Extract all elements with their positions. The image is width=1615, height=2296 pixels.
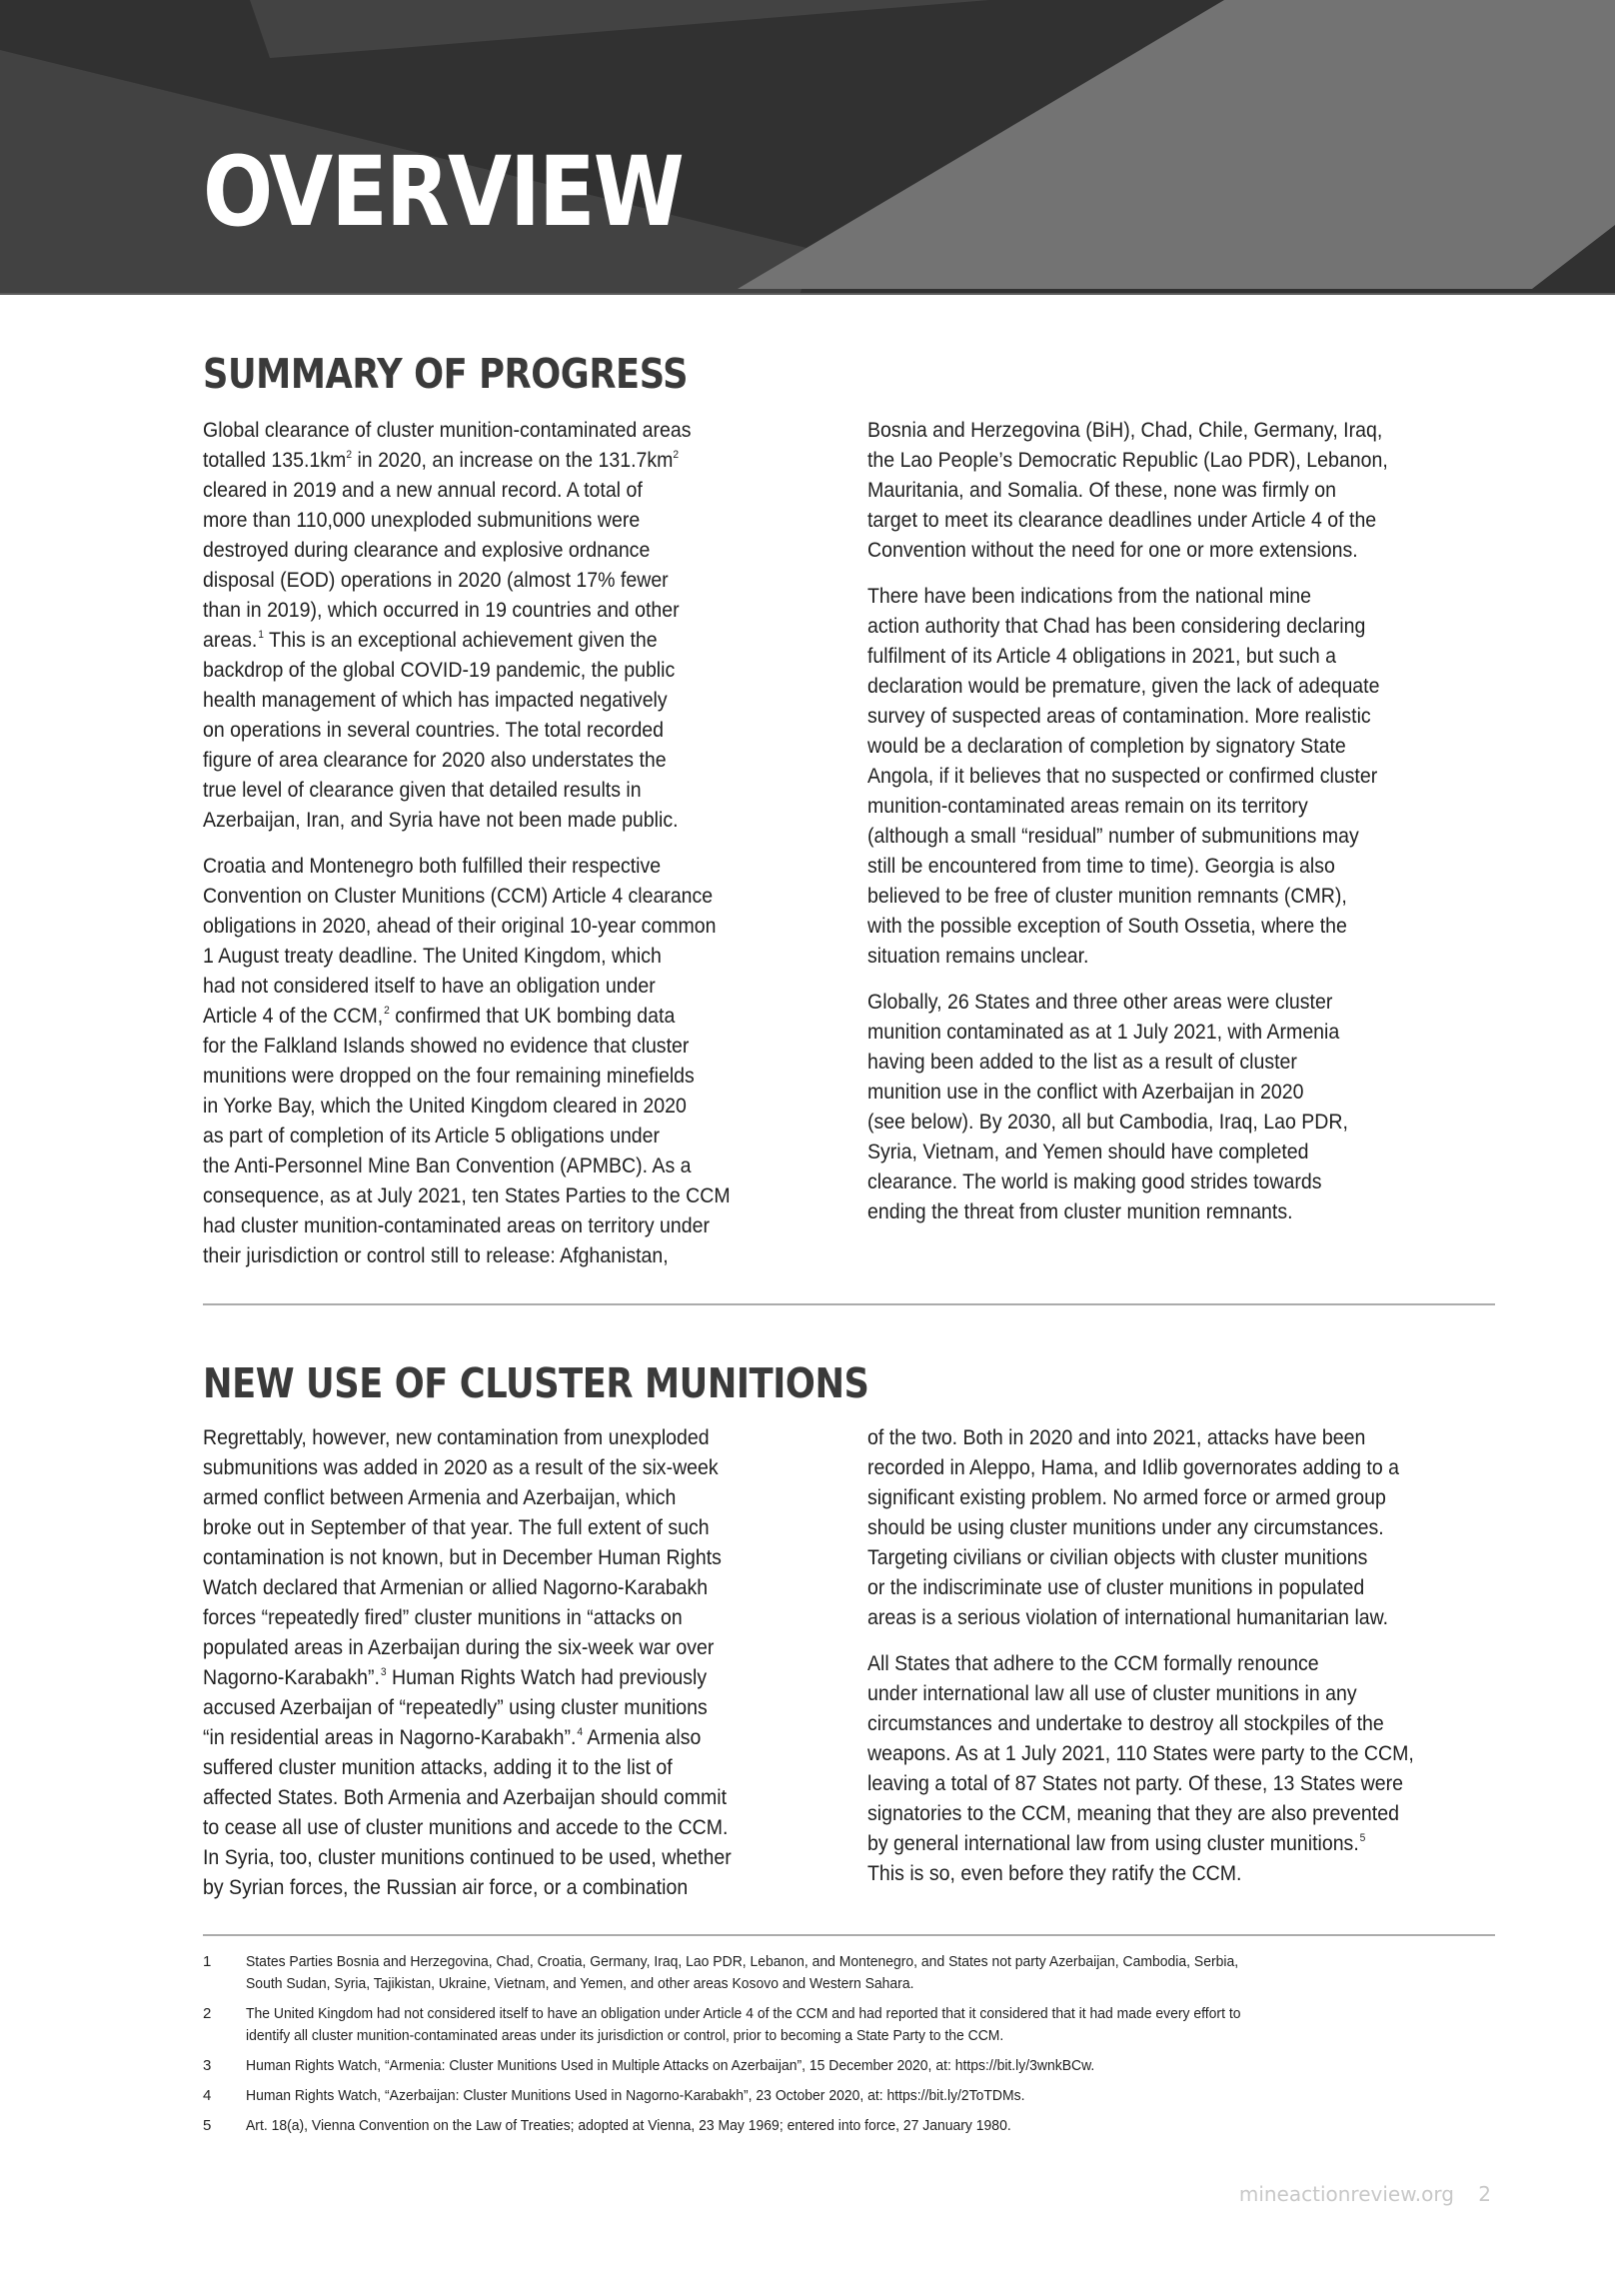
text-run: Targeting civilians or civilian objects with cluster munitions xyxy=(867,1546,1368,1569)
paragraph xyxy=(203,1423,842,1903)
text-line xyxy=(203,1453,798,1483)
text-run: had cluster munition-contaminated areas on territory under xyxy=(203,1214,710,1237)
text-line xyxy=(203,1483,798,1513)
text-line xyxy=(867,612,1462,642)
footnote-number: 4 xyxy=(203,2087,212,2104)
text-line xyxy=(867,1679,1462,1709)
text-run: the Anti-Personnel Mine Ban Convention (APMBC). As a xyxy=(203,1154,692,1177)
text-line xyxy=(867,822,1462,852)
text-run: Global clearance of cluster munition-contaminated areas xyxy=(203,419,692,442)
footnote-text-line: Human Rights Watch, “Armenia: Cluster Munitions Used in Multiple Attacks on Azerbaijan”, 15 December 2020, at: https://bit.ly/3wnkBCw. xyxy=(246,2057,1095,2074)
text-run: for the Falkland Islands showed no evidence that cluster xyxy=(203,1035,690,1058)
text-run: weapons. As at 1 July 2021, 110 States were party to the CCM, xyxy=(867,1742,1414,1765)
text-line xyxy=(867,1108,1462,1138)
text-line xyxy=(203,506,798,536)
text-line xyxy=(867,536,1462,566)
text-run: should be using cluster munitions under any circumstances. xyxy=(867,1516,1384,1539)
footnote-text-line: Art. 18(a), Vienna Convention on the Law of Treaties; adopted at Vienna, 23 May 1969; entered into force, 27 January 1980. xyxy=(246,2117,1011,2134)
page-number: 2 xyxy=(1478,2182,1491,2206)
text-line xyxy=(203,1092,798,1122)
text-line xyxy=(867,1603,1462,1633)
text-line xyxy=(203,626,798,656)
text-run: confirmed that UK bombing data xyxy=(389,1005,676,1028)
text-line xyxy=(867,1048,1462,1078)
text-line xyxy=(203,746,798,776)
text-run: “in residential areas in Nagorno-Karabakh”. xyxy=(203,1726,577,1749)
text-run: clearance. The world is making good strides towards xyxy=(867,1170,1322,1193)
paragraph xyxy=(867,416,1507,566)
text-line xyxy=(867,912,1462,942)
text-run: ending the threat from cluster munition remnants. xyxy=(867,1200,1293,1223)
text-line xyxy=(867,762,1462,792)
text-run: totalled 135.1km xyxy=(203,449,347,472)
footnote-number: 5 xyxy=(203,2117,212,2134)
text-line xyxy=(867,988,1462,1018)
text-line xyxy=(203,882,798,912)
footnote-item xyxy=(203,2055,1502,2077)
footnote-number: 2 xyxy=(203,2005,212,2022)
text-run: consequence, as at July 2021, ten States Parties to the CCM xyxy=(203,1184,731,1207)
text-run: Convention without the need for one or more extensions. xyxy=(867,539,1358,562)
text-run: by Syrian forces, the Russian air force, or a combination xyxy=(203,1876,689,1899)
text-run: There have been indications from the national mine xyxy=(867,585,1312,608)
paragraph xyxy=(867,1649,1507,1889)
text-run: obligations in 2020, ahead of their original 10-year common xyxy=(203,915,717,938)
text-run: populated areas in Azerbaijan during the six-week war over xyxy=(203,1636,715,1659)
text-line xyxy=(867,882,1462,912)
text-line xyxy=(867,416,1462,446)
text-line xyxy=(867,942,1462,972)
footnote-reference[interactable]: 3 xyxy=(380,1666,387,1678)
section-heading-new-use: NEW USE OF CLUSTER MUNITIONS xyxy=(203,1359,869,1407)
text-run: believed to be free of cluster munition remnants (CMR), xyxy=(867,885,1347,908)
unit-superscript: 2 xyxy=(346,449,353,461)
text-line xyxy=(867,1483,1462,1513)
text-line xyxy=(867,1138,1462,1167)
text-run: health management of which has impacted negatively xyxy=(203,689,668,712)
text-line xyxy=(203,476,798,506)
text-line xyxy=(867,642,1462,672)
text-line xyxy=(203,1573,798,1603)
footnote-text-line: identify all cluster munition-contaminated areas under its jurisdiction or control, prior to becoming a State Party to the CCM. xyxy=(246,2027,1004,2044)
text-run: munition use in the conflict with Azerbaijan in 2020 xyxy=(867,1081,1304,1104)
footnote-item xyxy=(203,2085,1502,2107)
text-run: This is so, even before they ratify the CCM. xyxy=(867,1862,1242,1885)
text-run: Watch declared that Armenian or allied Nagorno-Karabakh xyxy=(203,1576,709,1599)
text-run: Armenia also xyxy=(583,1726,702,1749)
text-line xyxy=(203,1753,798,1783)
text-line xyxy=(867,792,1462,822)
text-line xyxy=(203,686,798,716)
footnotes-divider xyxy=(203,1934,1495,1936)
text-run: survey of suspected areas of contamination. More realistic xyxy=(867,705,1371,728)
text-line xyxy=(867,1739,1462,1769)
footnote-item xyxy=(203,2115,1502,2137)
text-line xyxy=(203,806,798,836)
text-run: true level of clearance given that detailed results in xyxy=(203,779,642,802)
footnote-text-line: States Parties Bosnia and Herzegovina, Chad, Croatia, Germany, Iraq, Lao PDR, Lebanon, and Montenegro, and States not party Azerbaijan, Cambodia, Serbia, xyxy=(246,1953,1239,1970)
text-run: with the possible exception of South Ossetia, where the xyxy=(867,915,1347,938)
text-line xyxy=(867,1769,1462,1799)
text-line xyxy=(867,1859,1462,1889)
text-run: affected States. Both Armenia and Azerbaijan should commit xyxy=(203,1786,728,1809)
text-line xyxy=(203,416,798,446)
text-run: submunitions was added in 2020 as a result of the six-week xyxy=(203,1456,719,1479)
text-line xyxy=(867,1709,1462,1739)
text-line xyxy=(867,582,1462,612)
text-run: of the two. Both in 2020 and into 2021, attacks have been xyxy=(867,1426,1366,1449)
text-run: by general international law from using cluster munitions. xyxy=(867,1832,1359,1855)
text-run: cleared in 2019 and a new annual record. A total of xyxy=(203,479,643,502)
header-shape-right xyxy=(738,0,1615,289)
text-run: the Lao People’s Democratic Republic (Lao PDR), Lebanon, xyxy=(867,449,1388,472)
text-line xyxy=(203,1723,798,1753)
text-run: Human Rights Watch had previously xyxy=(386,1666,708,1689)
text-line xyxy=(867,732,1462,762)
page-title: OVERVIEW xyxy=(203,136,684,248)
text-line xyxy=(867,852,1462,882)
text-run: munitions were dropped on the four remaining minefields xyxy=(203,1065,695,1088)
text-run: had not considered itself to have an obligation under xyxy=(203,975,656,998)
text-line xyxy=(203,1693,798,1723)
paragraph xyxy=(867,582,1507,972)
text-run: broke out in September of that year. The full extent of such xyxy=(203,1516,710,1539)
text-line xyxy=(867,1018,1462,1048)
footnote-item xyxy=(203,1951,1502,1995)
text-line xyxy=(203,1543,798,1573)
text-line xyxy=(867,476,1462,506)
text-line xyxy=(203,1873,798,1903)
text-line xyxy=(203,1181,798,1211)
footnote-text-line: South Sudan, Syria, Tajikistan, Ukraine, Vietnam, and Yemen, and other areas Kosovo and Western Sahara. xyxy=(246,1975,914,1992)
text-run: suffered cluster munition attacks, adding it to the list of xyxy=(203,1756,673,1779)
text-line xyxy=(203,596,798,626)
text-line xyxy=(203,656,798,686)
footer-site-link[interactable]: mineactionreview.org xyxy=(1238,2182,1454,2206)
text-run: circumstances and undertake to destroy all stockpiles of the xyxy=(867,1712,1384,1735)
text-line xyxy=(867,1799,1462,1829)
text-run: Azerbaijan, Iran, and Syria have not been made public. xyxy=(203,809,679,832)
section-heading-summary: SUMMARY OF PROGRESS xyxy=(203,350,689,398)
text-line xyxy=(867,1078,1462,1108)
text-run: recorded in Aleppo, Hama, and Idlib governorates adding to a xyxy=(867,1456,1400,1479)
text-line xyxy=(203,1211,798,1241)
text-run: under international law all use of cluster munitions in any xyxy=(867,1682,1357,1705)
text-line xyxy=(203,1813,798,1843)
text-run: having been added to the list as a result of cluster xyxy=(867,1051,1297,1074)
text-run: munition contaminated as at 1 July 2021, with Armenia xyxy=(867,1021,1340,1044)
text-run: to cease all use of cluster munitions and accede to the CCM. xyxy=(203,1816,729,1839)
unit-superscript: 2 xyxy=(673,449,680,461)
text-run: forces “repeatedly fired” cluster munitions in “attacks on xyxy=(203,1606,683,1629)
text-run: Globally, 26 States and three other areas were cluster xyxy=(867,991,1333,1014)
text-run: still be encountered from time to time). Georgia is also xyxy=(867,855,1335,878)
text-line xyxy=(203,1062,798,1092)
text-line xyxy=(203,776,798,806)
text-run: contamination is not known, but in December Human Rights xyxy=(203,1546,722,1569)
text-run: Article 4 of the CCM, xyxy=(203,1005,384,1028)
text-run: declaration would be premature, given the lack of adequate xyxy=(867,675,1380,698)
text-run: accused Azerbaijan of “repeatedly” using cluster munitions xyxy=(203,1696,708,1719)
text-run: areas is a serious violation of international humanitarian law. xyxy=(867,1606,1389,1629)
text-run: than in 2019), which occurred in 19 countries and other xyxy=(203,599,680,622)
text-line xyxy=(203,1423,798,1453)
text-line xyxy=(867,672,1462,702)
text-run: Bosnia and Herzegovina (BiH), Chad, Chile, Germany, Iraq, xyxy=(867,419,1383,442)
text-run: Croatia and Montenegro both fulfilled their respective xyxy=(203,855,662,878)
text-line xyxy=(203,1633,798,1663)
header-banner xyxy=(0,0,1615,295)
footnote-item xyxy=(203,2003,1502,2047)
text-run: Angola, if it believes that no suspected or confirmed cluster xyxy=(867,765,1378,788)
new-use-right-column xyxy=(867,1423,1507,1905)
text-run: Nagorno-Karabakh”. xyxy=(203,1666,380,1689)
text-run: would be a declaration of completion by signatory State xyxy=(867,735,1346,758)
header-bottom-rule xyxy=(0,293,1615,295)
text-run: in 2020, an increase on the 131.7km xyxy=(352,449,674,472)
text-line xyxy=(203,972,798,1002)
footnote-text-line: The United Kingdom had not considered itself to have an obligation under Article 4 of the CCM and had reported that it considered that it had made every effort to xyxy=(246,2005,1241,2022)
text-line xyxy=(203,1513,798,1543)
text-run: more than 110,000 unexploded submunitions were xyxy=(203,509,641,532)
text-run: munition-contaminated areas remain on its territory xyxy=(867,795,1308,818)
text-line xyxy=(867,1197,1462,1227)
text-line xyxy=(203,852,798,882)
text-line xyxy=(867,1167,1462,1197)
text-line xyxy=(867,1543,1462,1573)
text-run: figure of area clearance for 2020 also understates the xyxy=(203,749,667,772)
text-run: or the indiscriminate use of cluster munitions in populated xyxy=(867,1576,1365,1599)
text-run: in Yorke Bay, which the United Kingdom cleared in 2020 xyxy=(203,1095,687,1118)
text-line xyxy=(867,1423,1462,1453)
paragraph xyxy=(867,1423,1507,1633)
text-run: fulfilment of its Article 4 obligations in 2021, but such a xyxy=(867,645,1336,668)
text-line xyxy=(203,1241,798,1271)
text-line xyxy=(867,506,1462,536)
text-run: (see below). By 2030, all but Cambodia, Iraq, Lao PDR, xyxy=(867,1111,1348,1134)
text-line xyxy=(203,1122,798,1151)
text-line xyxy=(867,1513,1462,1543)
text-run: In Syria, too, cluster munitions continued to be used, whether xyxy=(203,1846,732,1869)
text-line xyxy=(203,1603,798,1633)
paragraph xyxy=(203,416,842,836)
text-run: as part of completion of its Article 5 obligations under xyxy=(203,1125,661,1148)
footnote-number: 1 xyxy=(203,1953,212,1970)
text-run: armed conflict between Armenia and Azerbaijan, which xyxy=(203,1486,677,1509)
text-line xyxy=(867,702,1462,732)
text-line xyxy=(203,446,798,476)
text-line xyxy=(203,1783,798,1813)
text-line xyxy=(203,912,798,942)
text-line xyxy=(867,446,1462,476)
paragraph xyxy=(203,852,842,1271)
text-run: All States that adhere to the CCM formally renounce xyxy=(867,1652,1319,1675)
text-run: target to meet its clearance deadlines under Article 4 of the xyxy=(867,509,1377,532)
text-line xyxy=(867,1829,1462,1859)
text-run: signatories to the CCM, meaning that they are also prevented xyxy=(867,1802,1399,1825)
summary-right-column xyxy=(867,416,1507,1243)
text-run: This is an exceptional achievement given the xyxy=(263,629,658,652)
footnotes xyxy=(203,1951,1502,2145)
text-run: Convention on Cluster Munitions (CCM) Article 4 clearance xyxy=(203,885,714,908)
text-run: significant existing problem. No armed force or armed group xyxy=(867,1486,1386,1509)
header-shape-top xyxy=(250,0,989,58)
text-line xyxy=(867,1649,1462,1679)
text-line xyxy=(203,1032,798,1062)
text-line xyxy=(867,1453,1462,1483)
text-run: Mauritania, and Somalia. Of these, none was firmly on xyxy=(867,479,1336,502)
new-use-left-column xyxy=(203,1423,842,1919)
text-line xyxy=(867,1573,1462,1603)
footnote-text-line: Human Rights Watch, “Azerbaijan: Cluster Munitions Used in Nagorno-Karabakh”, 23 October 2020, at: https://bit.ly/2ToTDMs. xyxy=(246,2087,1025,2104)
text-run: leaving a total of 87 States not party. Of these, 13 States were xyxy=(867,1772,1403,1795)
footnote-number: 3 xyxy=(203,2057,212,2074)
text-run: action authority that Chad has been considering declaring xyxy=(867,615,1366,638)
footnote-reference[interactable]: 5 xyxy=(1359,1832,1366,1844)
text-run: areas. xyxy=(203,629,258,652)
text-run: destroyed during clearance and explosive ordnance xyxy=(203,539,651,562)
text-run: Syria, Vietnam, and Yemen should have completed xyxy=(867,1141,1309,1163)
paragraph xyxy=(867,988,1507,1227)
footnote-reference[interactable]: 1 xyxy=(258,629,264,641)
text-line xyxy=(203,716,798,746)
text-line xyxy=(203,566,798,596)
text-run: situation remains unclear. xyxy=(867,945,1089,968)
text-run: on operations in several countries. The total recorded xyxy=(203,719,665,742)
text-run: disposal (EOD) operations in 2020 (almost 17% fewer xyxy=(203,569,669,592)
section-divider xyxy=(203,1303,1495,1305)
footnote-reference[interactable]: 2 xyxy=(384,1005,390,1017)
summary-left-column xyxy=(203,416,842,1287)
text-run: backdrop of the global COVID-19 pandemic, the public xyxy=(203,659,676,682)
text-line xyxy=(203,1151,798,1181)
text-line xyxy=(203,1663,798,1693)
text-run: 1 August treaty deadline. The United Kingdom, which xyxy=(203,945,662,968)
text-run: (although a small “residual” number of submunitions may xyxy=(867,825,1359,848)
text-line xyxy=(203,942,798,972)
text-run: their jurisdiction or control still to release: Afghanistan, xyxy=(203,1244,669,1267)
footnote-reference[interactable]: 4 xyxy=(577,1726,584,1738)
text-line xyxy=(203,1002,798,1032)
page-footer xyxy=(1239,2182,1491,2206)
text-line xyxy=(203,536,798,566)
text-run: Regrettably, however, new contamination from unexploded xyxy=(203,1426,710,1449)
text-line xyxy=(203,1843,798,1873)
